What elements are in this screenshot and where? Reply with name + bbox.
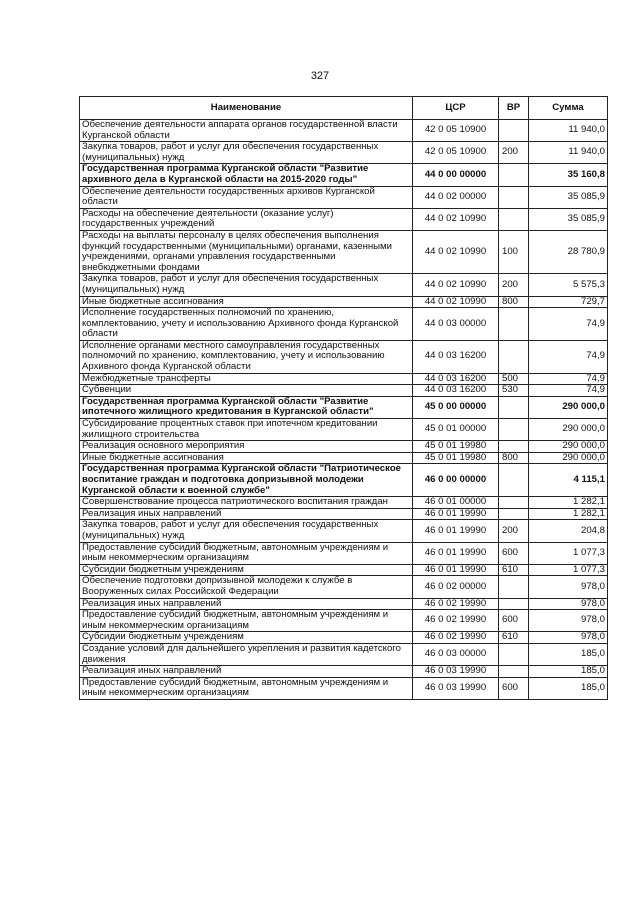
cell-sum: 35 085,9 xyxy=(529,208,608,230)
cell-vr xyxy=(499,576,529,598)
cell-sum: 74,9 xyxy=(529,385,608,397)
cell-name: Реализация иных направлений xyxy=(80,508,413,520)
cell-csr: 44 0 03 16200 xyxy=(413,340,499,373)
cell-vr xyxy=(499,419,529,441)
cell-sum: 978,0 xyxy=(529,598,608,610)
table-row xyxy=(80,274,608,296)
cell-csr: 46 0 02 19990 xyxy=(413,632,499,644)
cell-name: Субвенции xyxy=(80,385,413,397)
table-row xyxy=(80,464,608,497)
cell-vr xyxy=(499,340,529,373)
cell-sum: 978,0 xyxy=(529,610,608,632)
cell-name: Создание условий для дальнейшего укрепления и развития кадетского движения xyxy=(80,643,413,665)
cell-sum: 978,0 xyxy=(529,632,608,644)
cell-csr: 46 0 01 19990 xyxy=(413,520,499,542)
budget-table xyxy=(79,96,608,700)
cell-sum: 290 000,0 xyxy=(529,396,608,418)
header-csr: ЦСР xyxy=(413,97,499,120)
cell-sum: 1 077,3 xyxy=(529,542,608,564)
cell-csr: 45 0 01 00000 xyxy=(413,419,499,441)
cell-sum: 74,9 xyxy=(529,340,608,373)
cell-vr xyxy=(499,666,529,678)
cell-csr: 46 0 02 19990 xyxy=(413,598,499,610)
cell-name: Исполнение органами местного самоуправления государственных полномочий по хранению, комплектованию, учету и использованию Архивного фонда Курганской области xyxy=(80,340,413,373)
cell-vr: 600 xyxy=(499,542,529,564)
cell-name: Совершенствование процесса патриотического воспитания граждан xyxy=(80,497,413,509)
cell-csr: 46 0 00 00000 xyxy=(413,464,499,497)
cell-sum: 1 282,1 xyxy=(529,497,608,509)
cell-name: Обеспечение деятельности государственных архивов Курганской области xyxy=(80,186,413,208)
cell-vr xyxy=(499,186,529,208)
cell-csr: 45 0 01 19980 xyxy=(413,452,499,464)
cell-vr xyxy=(499,308,529,341)
cell-name: Иные бюджетные ассигнования xyxy=(80,296,413,308)
cell-csr: 46 0 01 00000 xyxy=(413,497,499,509)
cell-sum: 11 940,0 xyxy=(529,142,608,164)
cell-csr: 42 0 05 10900 xyxy=(413,142,499,164)
cell-name: Расходы на обеспечение деятельности (оказание услуг) государственных учреждений xyxy=(80,208,413,230)
table-row xyxy=(80,186,608,208)
cell-csr: 42 0 05 10900 xyxy=(413,120,499,142)
cell-vr: 500 xyxy=(499,373,529,385)
cell-csr: 44 0 02 10990 xyxy=(413,208,499,230)
cell-name: Предоставление субсидий бюджетным, автономным учреждениям и иным некоммерческим организациям xyxy=(80,677,413,699)
cell-sum: 1 077,3 xyxy=(529,564,608,576)
table-row xyxy=(80,120,608,142)
table-row xyxy=(80,576,608,598)
cell-name: Государственная программа Курганской области "Патриотическое воспитание граждан и подготовка допризывной молодежи Курганской области к военной службе" xyxy=(80,464,413,497)
cell-vr xyxy=(499,208,529,230)
cell-vr xyxy=(499,643,529,665)
cell-vr xyxy=(499,598,529,610)
cell-name: Предоставление субсидий бюджетным, автономным учреждениям и иным некоммерческим организациям xyxy=(80,542,413,564)
cell-sum: 74,9 xyxy=(529,308,608,341)
table-row xyxy=(80,340,608,373)
cell-vr: 600 xyxy=(499,677,529,699)
table-row xyxy=(80,142,608,164)
cell-name: Обеспечение подготовки допризывной молодежи к службе в Вооруженных силах Российской Федерации xyxy=(80,576,413,598)
cell-sum: 290 000,0 xyxy=(529,452,608,464)
cell-csr: 46 0 03 00000 xyxy=(413,643,499,665)
header-name: Наименование xyxy=(80,97,413,120)
cell-vr xyxy=(499,164,529,186)
cell-name: Исполнение государственных полномочий по хранению, комплектованию, учету и использованию Архивного фонда Курганской области xyxy=(80,308,413,341)
cell-sum: 290 000,0 xyxy=(529,441,608,453)
table-row xyxy=(80,666,608,678)
cell-name: Расходы на выплаты персоналу в целях обеспечения выполнения функций государственными (муниципальными) органами, казенными учреждениями, органами управления государственными внебюджетными фондами xyxy=(80,230,413,273)
cell-csr: 45 0 01 19980 xyxy=(413,441,499,453)
cell-name: Реализация иных направлений xyxy=(80,598,413,610)
cell-vr: 600 xyxy=(499,610,529,632)
cell-csr: 44 0 00 00000 xyxy=(413,164,499,186)
table-row xyxy=(80,632,608,644)
cell-csr: 46 0 03 19990 xyxy=(413,677,499,699)
cell-vr: 610 xyxy=(499,564,529,576)
cell-csr: 46 0 02 19990 xyxy=(413,610,499,632)
cell-vr: 530 xyxy=(499,385,529,397)
cell-vr xyxy=(499,441,529,453)
table-row xyxy=(80,419,608,441)
table-row xyxy=(80,373,608,385)
cell-csr: 46 0 01 19990 xyxy=(413,508,499,520)
table-row xyxy=(80,598,608,610)
cell-vr: 800 xyxy=(499,452,529,464)
table-row xyxy=(80,520,608,542)
cell-csr: 44 0 02 10990 xyxy=(413,230,499,273)
cell-csr: 44 0 03 16200 xyxy=(413,385,499,397)
cell-vr xyxy=(499,497,529,509)
table-row xyxy=(80,643,608,665)
cell-sum: 185,0 xyxy=(529,643,608,665)
table-row xyxy=(80,677,608,699)
cell-name: Предоставление субсидий бюджетным, автономным учреждениям и иным некоммерческим организациям xyxy=(80,610,413,632)
cell-name: Обеспечение деятельности аппарата органов государственной власти Курганской области xyxy=(80,120,413,142)
table-header-row xyxy=(80,97,608,120)
cell-name: Субсидирование процентных ставок при ипотечном кредитовании жилищного строительства xyxy=(80,419,413,441)
cell-name: Субсидии бюджетным учреждениям xyxy=(80,564,413,576)
cell-sum: 35 085,9 xyxy=(529,186,608,208)
cell-vr: 200 xyxy=(499,142,529,164)
cell-csr: 46 0 02 00000 xyxy=(413,576,499,598)
cell-sum: 74,9 xyxy=(529,373,608,385)
cell-csr: 44 0 02 10990 xyxy=(413,274,499,296)
cell-name: Межбюджетные трансферты xyxy=(80,373,413,385)
cell-vr: 800 xyxy=(499,296,529,308)
cell-vr xyxy=(499,396,529,418)
table-row xyxy=(80,308,608,341)
cell-sum: 1 282,1 xyxy=(529,508,608,520)
cell-csr: 44 0 02 10990 xyxy=(413,296,499,308)
table-row xyxy=(80,542,608,564)
table-row xyxy=(80,452,608,464)
cell-name: Государственная программа Курганской области "Развитие ипотечного жилищного кредитования в Курганской области" xyxy=(80,396,413,418)
header-vr: ВР xyxy=(499,97,529,120)
cell-name: Реализация основного мероприятия xyxy=(80,441,413,453)
table-row xyxy=(80,296,608,308)
cell-name: Закупка товаров, работ и услуг для обеспечения государственных (муниципальных) нужд xyxy=(80,520,413,542)
cell-sum: 978,0 xyxy=(529,576,608,598)
table-row xyxy=(80,497,608,509)
cell-sum: 35 160,8 xyxy=(529,164,608,186)
table-row xyxy=(80,508,608,520)
cell-vr xyxy=(499,508,529,520)
cell-vr: 100 xyxy=(499,230,529,273)
cell-sum: 28 780,9 xyxy=(529,230,608,273)
table-row xyxy=(80,164,608,186)
cell-name: Закупка товаров, работ и услуг для обеспечения государственных (муниципальных) нужд xyxy=(80,142,413,164)
cell-csr: 44 0 03 16200 xyxy=(413,373,499,385)
cell-sum: 729,7 xyxy=(529,296,608,308)
cell-name: Иные бюджетные ассигнования xyxy=(80,452,413,464)
cell-sum: 290 000,0 xyxy=(529,419,608,441)
cell-sum: 204,8 xyxy=(529,520,608,542)
cell-sum: 185,0 xyxy=(529,677,608,699)
cell-csr: 46 0 03 19990 xyxy=(413,666,499,678)
cell-csr: 44 0 03 00000 xyxy=(413,308,499,341)
cell-sum: 4 115,1 xyxy=(529,464,608,497)
cell-name: Реализация иных направлений xyxy=(80,666,413,678)
cell-vr xyxy=(499,464,529,497)
cell-csr: 45 0 00 00000 xyxy=(413,396,499,418)
table-row xyxy=(80,441,608,453)
cell-sum: 185,0 xyxy=(529,666,608,678)
table-row xyxy=(80,564,608,576)
header-sum: Сумма xyxy=(529,97,608,120)
cell-vr: 200 xyxy=(499,520,529,542)
cell-vr xyxy=(499,120,529,142)
table-body xyxy=(80,120,608,700)
cell-name: Закупка товаров, работ и услуг для обеспечения государственных (муниципальных) нужд xyxy=(80,274,413,296)
cell-name: Субсидии бюджетным учреждениям xyxy=(80,632,413,644)
cell-sum: 5 575,3 xyxy=(529,274,608,296)
cell-vr: 610 xyxy=(499,632,529,644)
cell-csr: 44 0 02 00000 xyxy=(413,186,499,208)
cell-sum: 11 940,0 xyxy=(529,120,608,142)
table-row xyxy=(80,208,608,230)
cell-csr: 46 0 01 19990 xyxy=(413,564,499,576)
cell-vr: 200 xyxy=(499,274,529,296)
table-row xyxy=(80,385,608,397)
cell-name: Государственная программа Курганской области "Развитие архивного дела в Курганской области на 2015-2020 годы" xyxy=(80,164,413,186)
cell-csr: 46 0 01 19990 xyxy=(413,542,499,564)
table-row xyxy=(80,610,608,632)
table-row xyxy=(80,396,608,418)
table-row xyxy=(80,230,608,273)
page-number: 327 xyxy=(310,70,330,82)
